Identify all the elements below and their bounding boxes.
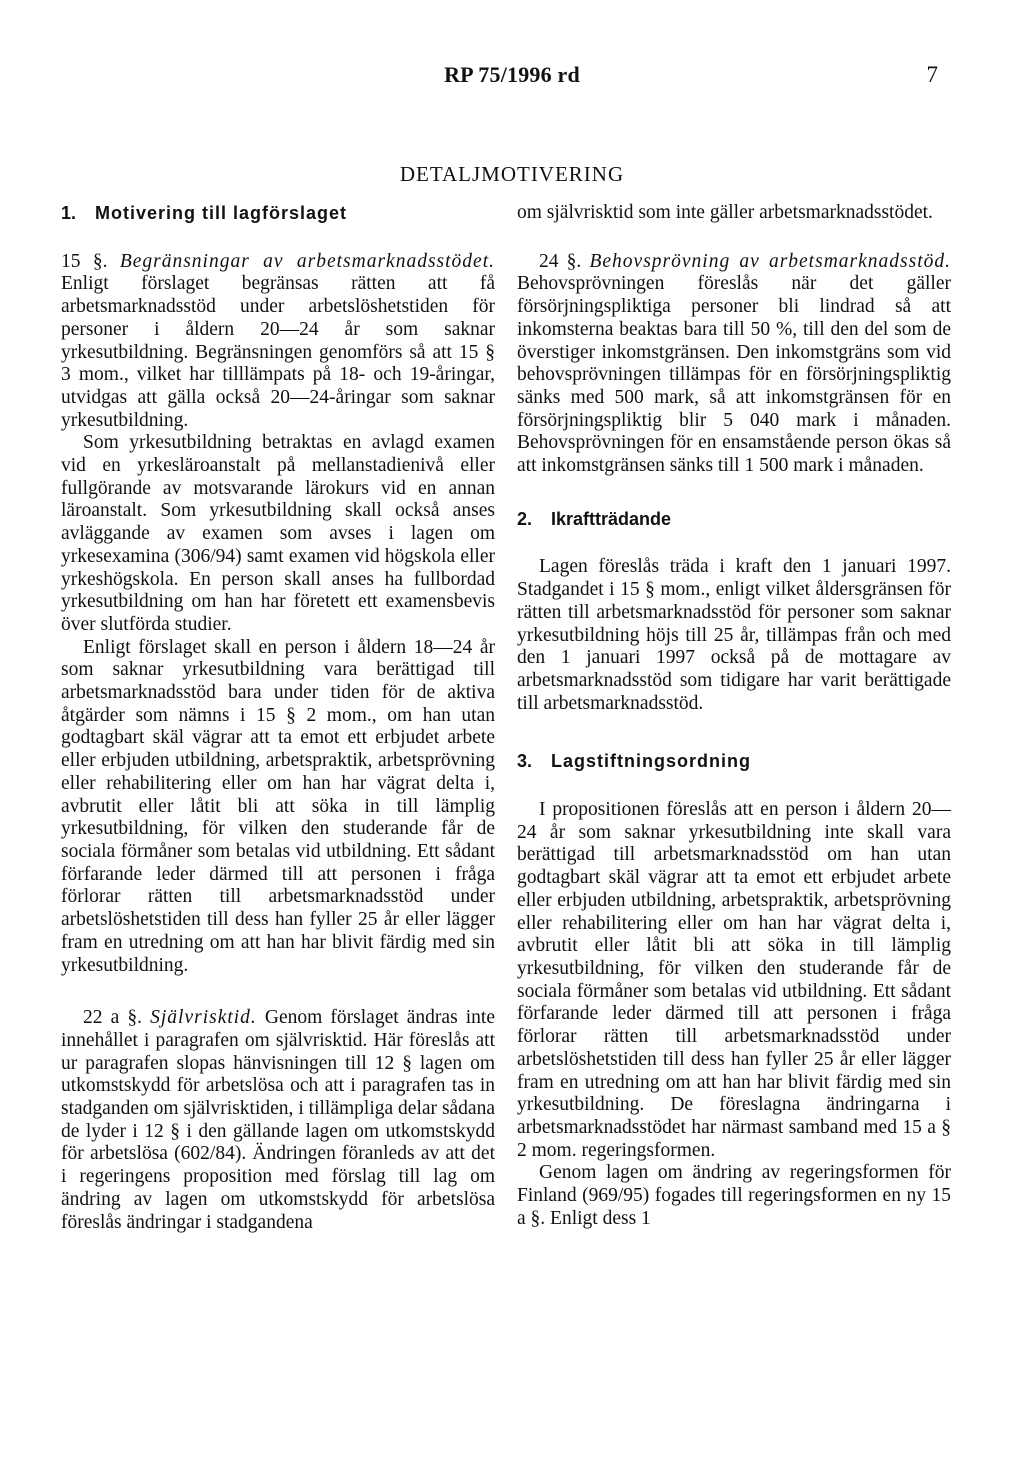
- paragraph-ikrafttradande: Lagen föreslås träda i kraft den 1 januari 1997. Stadgandet i 15 § mom., enligt vilket åldersgränsen för rätten till arbetsmarknadsstöd för personer som saknar yrkesutbildning höjs till 25 år, tillämpas från och med den 1 januari 1997 också på de mottagare av arbetsmarknadsstöd som tidigare har varit berättigade till arbetsmarknadsstöd.: [517, 556, 951, 714]
- heading-text: Ikraftträdande: [551, 508, 672, 529]
- paragraph-continued: om självrisktid som inte gäller arbetsmarknadsstödet.: [517, 202, 933, 223]
- paragraph-yrkesutbildning: Som yrkesutbildning betraktas en avlagd examen vid en yrkesläroanstalt på mellanstadienivå eller fullgörande av motsvarande lärokurs vid en annan läroanstalt. Som yrkesutbildning skall också anses avläggande av examen som avses i lagen om yrkesexamina (306/94) samt examen vid högskola eller yrkeshögskola. En person skall anses ha fullbordad yrkesutbildning om han har företett ett examensbevis över slutförda studier.: [61, 432, 495, 635]
- heading-text: Motivering till lagförslaget: [95, 203, 348, 223]
- running-head: RP 75/1996 rd: [444, 62, 580, 87]
- page-header: [0, 62, 1024, 102]
- heading-lagstiftningsordning: [517, 750, 951, 773]
- paragraph-body: Behovsprövningen föreslås när det gäller försörjningspliktiga personer bli lindrad så att inkomsterna beaktas bara till 50 %, till den del som de överstiger inkomstgränsen. Den inkomstgräns som vid behovsprövningen tillämpas för en försörjningspliktig sänks med 500 mark, så att inkomstgränsen för en försörjningspliktig blir 5 040 mark i månaden. Behovsprövningen för en ensamstående person ökas så att inkomstgränsen sänks till 1 500 mark i månaden.: [517, 273, 951, 477]
- paragraph-forslaget: Enligt förslaget skall en person i åldern 18—24 år som saknar yrkesutbildning vara berättigad till arbetsmarknadsstöd bara under tiden för de aktiva åtgärder som nämns i 15 § 2 mom., om han utan godtagbart skäl vägrar att ta emot ett erbjudet arbete eller erbjuden utbildning, arbetspraktik, arbetsprövning eller rehabilitering eller om han har vägrat delta i, avbrutit eller låtit bli att söka in till lämplig yrkesutbildning, för vilken den studerande får de sociala förmåner som betalas vid utbildning. Ett sådant förfarande leder därmed till att personen i fråga förlorar rätten till arbetsmarknadsstöd under arbetslöshetstiden till dess han fyller 25 år eller lägger fram en utredning om att han har blivit färdig med sin yrkesutbildning.: [61, 636, 495, 976]
- heading-ikrafttradande: [517, 508, 951, 531]
- paragraph-lead-title: Självrisktid.: [150, 1007, 257, 1029]
- page-number: 7: [926, 62, 938, 87]
- paragraph-lead-title: Behovsprövning av arbetsmarknadsstöd.: [589, 250, 951, 272]
- paragraph-body: Genom förslaget ändras inte innehållet i paragrafen om självrisktid. Här föreslås att ur paragrafen slopas hänvisningen till 12 § lagen om utkomstskydd för arbetslösa och att i paragrafen tas in stadganden om självrisktiden, i tillämpliga delar sådana de lyder i 12 § i den gällande lagen om utkomstskydd för arbetslösa (602/84). Ändringen föranleds av att det i regeringens proposition med förslag till lag om ändring av lagen om utkomstskydd för arbetslösa föreslås ändringar i stadgandena: [61, 1007, 496, 1233]
- heading-motivering: [61, 202, 495, 225]
- paragraph-regeringsformen: Genom lagen om ändring av regeringsformen för Finland (969/95) fogades till regeringsformen en ny 15 a §. Enligt dess 1: [517, 1162, 951, 1229]
- right-column: [517, 202, 951, 1230]
- section-title: DETALJMOTIVERING: [399, 162, 625, 186]
- paragraph-lead-title: Begränsningar av arbetsmarknadsstödet.: [119, 250, 496, 272]
- heading-number: 2.: [517, 508, 533, 529]
- paragraph-24: [517, 251, 951, 478]
- paragraph-lead: 22 a §.: [83, 1007, 142, 1029]
- paragraph-body: Enligt förslaget begränsas rätten att få arbetsmarknadsstöd under arbetslöshetstiden för personer i åldern 20—24 år som saknar yrkesutbildning. Begränsningen genomförs så att 15 § 3 mom., vilket har tilllämpats på 18- och 19-åringar, utvidgas att gälla också 20—24-åringar som saknar yrkesutbildning.: [61, 273, 495, 431]
- heading-number: 3.: [517, 751, 533, 772]
- paragraph-15: [61, 251, 495, 433]
- heading-text: Lagstiftningsordning: [551, 751, 751, 772]
- paragraph-lead: 24 §.: [539, 250, 582, 272]
- paragraph-22a: [61, 1007, 495, 1234]
- paragraph-lead: 15 §.: [61, 250, 108, 272]
- paragraph-propositionen: I propositionen föreslås att en person i åldern 20—24 år som saknar yrkesutbildning inte skall vara berättigad till arbetsmarknadsstöd om han utan godtagbart skäl vägrar att ta emot ett erbjudet arbete eller erbjuden utbildning, arbetspraktik, arbetsprövning eller rehabilitering eller om han har vägrat delta i, avbrutit eller låtit bli att söka in till lämplig yrkesutbildning, för vilken den studerande får de sociala förmåner som betalas vid utbildning. Ett sådant förfarande leder därmed till att personen i fråga förlorar rätten till arbetsmarknadsstöd under arbetslöshetstiden till dess han fyller 25 år eller lägger fram en utredning om att han har blivit färdig med sin yrkesutbildning. De föreslagna ändringarna i arbetsmarknadsstödet har närmast samband med 15 a § 2 mom. regeringsformen.: [517, 799, 951, 1161]
- left-column: [61, 202, 495, 1234]
- heading-number: 1.: [61, 203, 77, 223]
